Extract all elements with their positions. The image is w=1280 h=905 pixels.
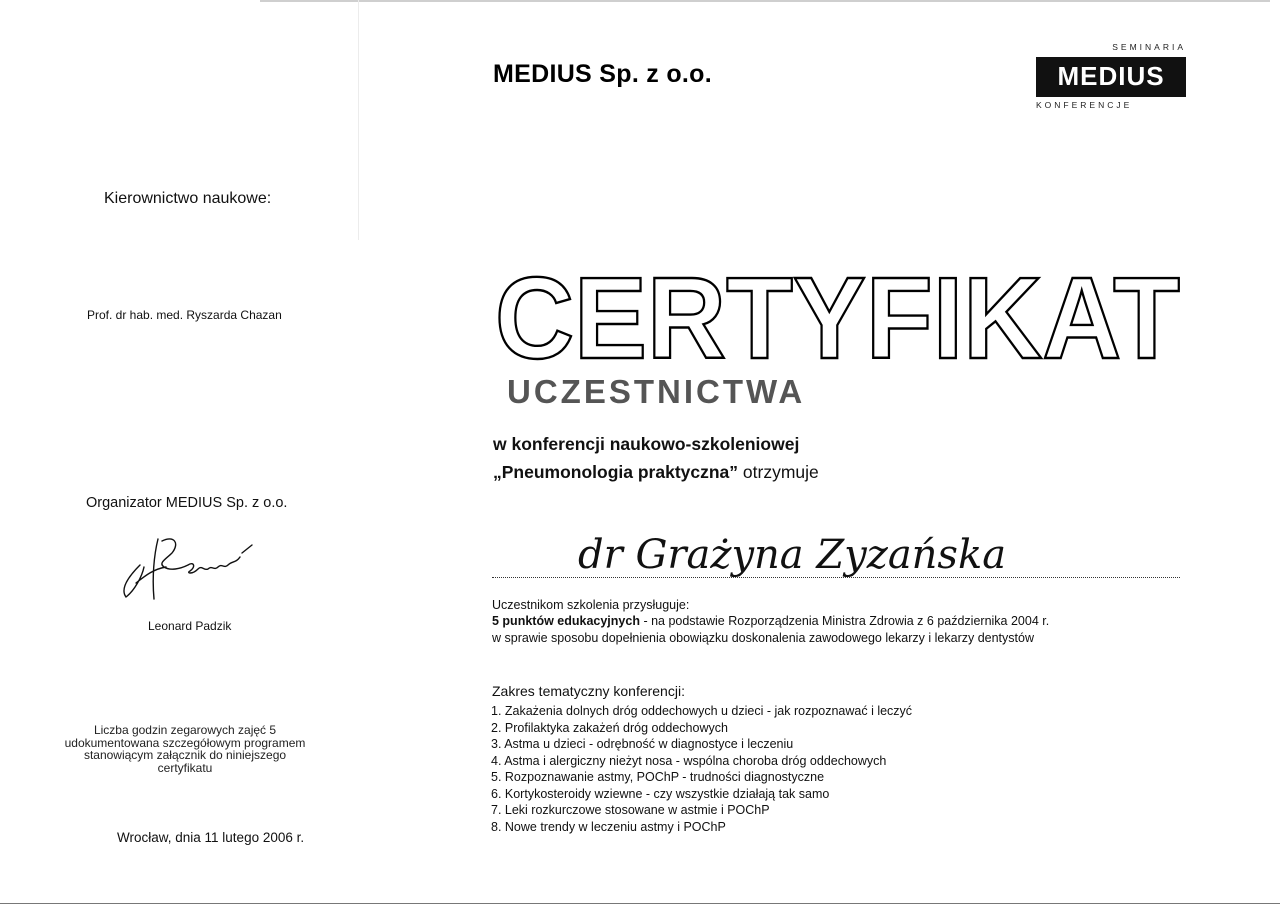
list-item: 8. Nowe trendy w leczeniu astmy i POChP bbox=[491, 819, 726, 834]
conference-suffix: otrzymuje bbox=[738, 462, 819, 482]
hours-note: Liczba godzin zegarowych zajęć 5 udokumentowana szczegółowym programem stanowiącym załącznik do niniejszego certyfikatu bbox=[64, 723, 306, 775]
place-date: Wrocław, dnia 11 lutego 2006 r. bbox=[117, 830, 305, 845]
signature-image bbox=[110, 525, 270, 610]
list-item: 3. Astma u dzieci - odrębność w diagnostyce i leczeniu bbox=[491, 737, 794, 751]
certificate-subtitle: UCZESTNICTWA bbox=[507, 373, 806, 410]
topics-heading: Zakres tematyczny konferencji: bbox=[492, 683, 685, 699]
bottom-edge-line bbox=[0, 903, 1280, 904]
list-item: 2. Profilaktyka zakażeń dróg oddechowych bbox=[491, 720, 728, 735]
conference-intro: w konferencji naukowo-szkoleniowej bbox=[493, 434, 800, 454]
certificate-title-text: CERTYFIKAT bbox=[495, 268, 1180, 370]
organizer-label: Organizator MEDIUS Sp. z o.o. bbox=[86, 495, 288, 511]
points-label: Uczestnikom szkolenia przysługuje: bbox=[492, 598, 690, 612]
list-item: 1. Zakażenia dolnych dróg oddechowych u dzieci - jak rozpoznawać i leczyć bbox=[491, 704, 913, 718]
conference-name: „Pneumonologia praktyczna” bbox=[493, 462, 739, 482]
recipient-dotted-line bbox=[492, 577, 1180, 578]
list-item: 5. Rozpoznawanie astmy, POChP - trudności diagnostyczne bbox=[491, 770, 825, 784]
signatory-name: Leonard Padzik bbox=[148, 619, 232, 633]
points-line bbox=[492, 614, 1049, 628]
logo-konferencje: KONFERENCJE bbox=[1036, 100, 1133, 110]
points-rest: - na podstawie Rozporządzenia Ministra Zdrowia z 6 października 2004 r. bbox=[639, 614, 1050, 628]
fold-line bbox=[358, 0, 359, 240]
conference-name-line bbox=[493, 462, 819, 483]
list-item: 4. Astma i alergiczny nieżyt nosa - wspólna choroba dróg oddechowych bbox=[491, 753, 887, 768]
company-title: MEDIUS Sp. z o.o. bbox=[493, 60, 712, 88]
logo-box bbox=[1036, 57, 1186, 97]
top-edge-line bbox=[260, 0, 1270, 2]
certificate-title bbox=[495, 268, 1180, 370]
logo-word: MEDIUS bbox=[1057, 61, 1165, 91]
points-bold: 5 punktów edukacyjnych bbox=[492, 614, 640, 628]
medius-logo bbox=[1030, 40, 1190, 116]
kierownictwo-heading: Kierownictwo naukowe: bbox=[104, 190, 272, 207]
list-item: 7. Leki rozkurczowe stosowane w astmie i POChP bbox=[491, 803, 770, 817]
points-line-2: w sprawie sposobu dopełnienia obowiązku doskonalenia zawodowego lekarzy i lekarzy dentystów bbox=[492, 631, 1034, 645]
recipient-name: dr Grażyna Zyzańska bbox=[578, 532, 1007, 578]
list-item: 6. Kortykosteroidy wziewne - czy wszystkie działają tak samo bbox=[491, 786, 830, 801]
topics-list bbox=[491, 703, 912, 835]
scientific-director: Prof. dr hab. med. Ryszarda Chazan bbox=[87, 308, 282, 322]
logo-seminaria: SEMINARIA bbox=[1112, 42, 1186, 52]
